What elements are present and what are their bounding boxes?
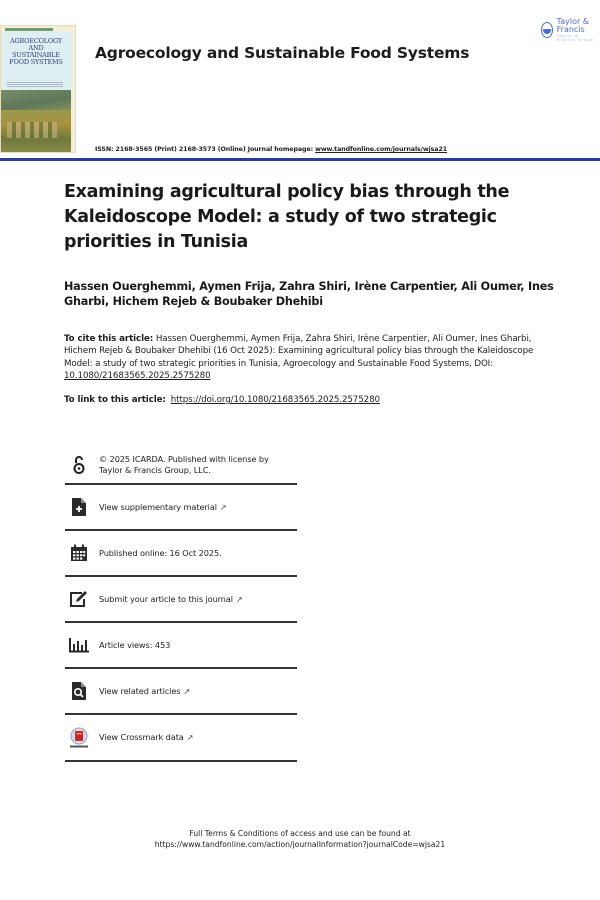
- crossmark-link[interactable]: [65, 715, 297, 760]
- published-online-label: Published online: 16 Oct 2025.: [99, 547, 222, 558]
- related-articles-icon: [65, 681, 93, 701]
- article-link-label: To link to this article:: [64, 395, 166, 405]
- terms-footer: [0, 829, 600, 850]
- terms-url[interactable]: https://www.tandfonline.com/action/journalInformation?journalCode=wjsa21: [154, 839, 446, 849]
- issn-line: [95, 146, 447, 153]
- article-title: Examining agricultural policy bias through the Kaleidoscope Model: a study of two strategic priorities in Tunisia: [64, 182, 510, 252]
- cover-hills: [1, 90, 71, 110]
- crossmark-label: View Crossmark data: [99, 732, 184, 742]
- journal-title: Agroecology and Sustainable Food Systems: [95, 44, 470, 62]
- external-link-icon: ↗: [183, 686, 191, 696]
- license-text: © 2025 ICARDA. Published with license by Taylor & Francis Group, LLC.: [99, 453, 269, 475]
- submit-article-label: Submit your article to this journal: [99, 593, 233, 604]
- article-views-item: [65, 623, 297, 667]
- license-item: [65, 446, 297, 483]
- article-info-list: [65, 446, 297, 762]
- taylor-francis-logo-icon: [541, 22, 553, 38]
- external-link-icon: ↗: [236, 594, 243, 604]
- supplementary-file-icon: [65, 497, 93, 517]
- external-link-icon: ↗: [219, 502, 227, 512]
- publisher-logo[interactable]: [541, 18, 600, 42]
- cover-field: [1, 110, 71, 152]
- journal-cover-image: [0, 25, 76, 153]
- header-divider: [0, 158, 600, 161]
- crossmark-icon: [65, 727, 93, 749]
- divider: [65, 760, 297, 762]
- cover-title: [1, 38, 71, 66]
- citation-label: To cite this article:: [64, 334, 154, 344]
- submit-article-link[interactable]: [65, 577, 297, 621]
- citation-text: Hassen Ouerghemmi, Aymen Frija, Zahra Shiri, Irène Carpentier, Ali Oumer, Ines Gharbi, Hichem Rejeb & Boubaker Dhehibi (16 Oct 2025): Examining agricultural policy bias through the Kaleidoscope Model: a study of two strategic priorities in Tunisia, Agroecology and Sustainable Food Systems, DOI:: [64, 334, 534, 369]
- open-access-icon: [65, 455, 93, 475]
- edit-icon: [65, 590, 93, 608]
- related-articles-label: View related articles: [99, 685, 181, 696]
- cover-title-line: FOOD SYSTEMS: [9, 58, 63, 66]
- journal-homepage-link[interactable]: www.tandfonline.com/journals/wjsa21: [315, 146, 447, 153]
- supplementary-material-link[interactable]: [65, 485, 297, 529]
- published-online-item: [65, 531, 297, 575]
- publisher-logo-subtext: Taylor & Francis Group: [556, 34, 594, 42]
- citation-block: [64, 333, 554, 382]
- terms-text: Full Terms & Conditions of access and use can be found at: [189, 829, 411, 838]
- cover-title-line: AND: [28, 44, 44, 52]
- cover-title-line: SUSTAINABLE: [12, 51, 60, 59]
- issn-text: ISSN: 2168-3565 (Print) 2168-3573 (Online) Journal homepage:: [95, 146, 316, 153]
- bar-chart-icon: [65, 637, 93, 653]
- external-link-icon: ↗: [186, 733, 194, 742]
- related-articles-link[interactable]: [65, 669, 297, 713]
- article-authors: Hassen Ouerghemmi, Aymen Frija, Zahra Shiri, Irène Carpentier, Ali Oumer, Ines Gharbi, Hichem Rejeb & Boubaker Dhehibi: [64, 280, 554, 308]
- article-views-label: Article views: 453: [99, 639, 171, 650]
- supplementary-material-label: View supplementary material: [99, 501, 217, 512]
- cover-title-line: AGROECOLOGY: [10, 37, 62, 45]
- publisher-logo-text: Taylor & Francis: [556, 17, 590, 34]
- cover-subtitle: [7, 82, 63, 88]
- citation-doi-link[interactable]: 10.1080/21683565.2025.2575280: [64, 370, 211, 381]
- cover-band: [5, 28, 53, 31]
- article-link-line: [64, 395, 380, 405]
- article-doi-link[interactable]: https://doi.org/10.1080/21683565.2025.2575280: [170, 395, 380, 405]
- calendar-icon: [65, 544, 93, 562]
